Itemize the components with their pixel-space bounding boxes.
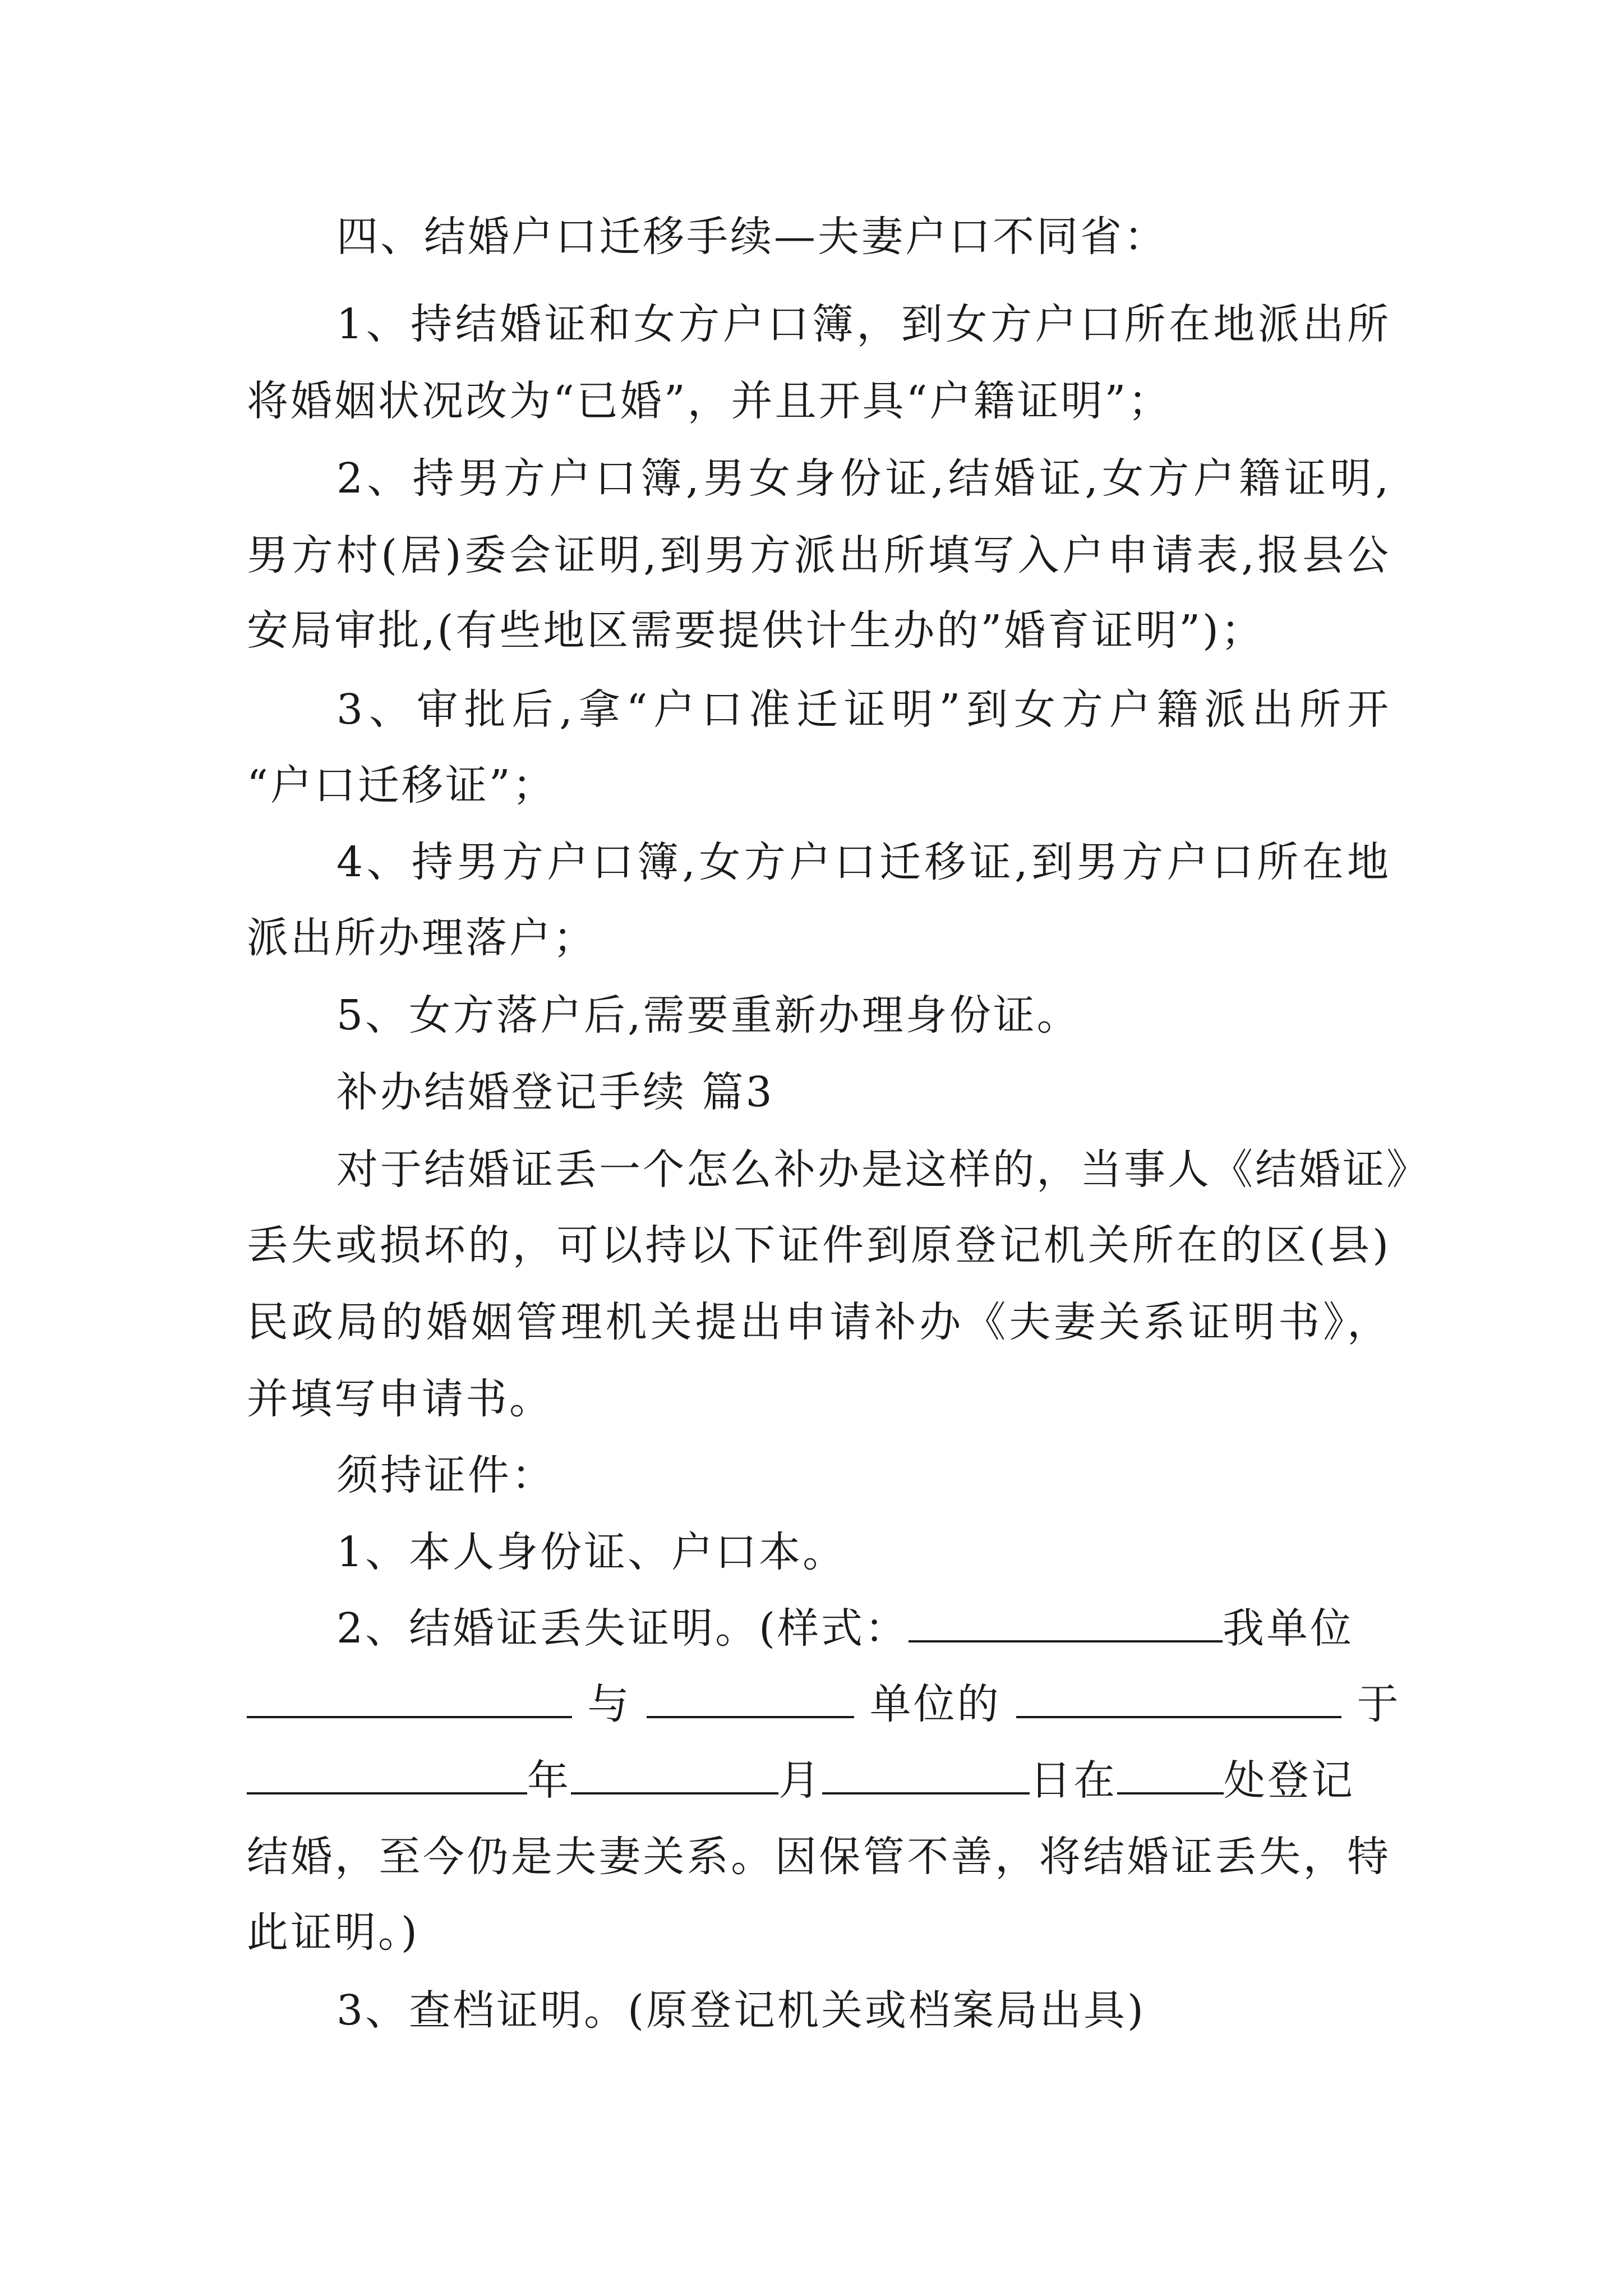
form-line [336, 1600, 1391, 1657]
paragraph-line: “户口迁移证”； [247, 761, 556, 809]
form-text: 单位的 [869, 1680, 1001, 1728]
paragraph-line: 丢失或损坏的，可以持以下证件到原登记机关所在的区(县) [247, 1221, 1391, 1269]
paragraph-line: 民政局的婚姻管理机关提出申请补办《夫妻关系证明书》， [247, 1298, 1391, 1346]
form-text: 年 [527, 1756, 571, 1805]
paragraph-line: 1、持结婚证和女方户口簿，到女方户口所在地派出所 [336, 300, 1391, 348]
paragraph-line: 派出所办理落户； [247, 914, 597, 962]
paragraph-line: 3、审批后,拿“户口准迁证明”到女方户籍派出所开 [336, 685, 1391, 734]
fill-blank [1117, 1753, 1224, 1795]
paragraph-line: 此证明。) [247, 1908, 419, 1957]
form-text: 月 [778, 1756, 822, 1805]
paragraph-line: 结婚，至今仍是夫妻关系。因保管不善，将结婚证丢失，特 [247, 1833, 1391, 1881]
form-text: 处登记 [1224, 1756, 1355, 1805]
fill-blank [247, 1753, 527, 1795]
fill-blank [822, 1753, 1030, 1795]
fill-blank [1016, 1677, 1341, 1718]
fill-blank [647, 1677, 854, 1718]
form-text: 日在 [1030, 1756, 1117, 1805]
form-line [247, 1676, 1401, 1732]
section-heading: 四、结婚户口迁移手续—夫妻户口不同省： [336, 213, 1168, 261]
paragraph-line: 5、女方落户后,需要重新办理身份证。 [336, 991, 1081, 1039]
section-heading: 补办结婚登记手续 篇3 [336, 1068, 774, 1116]
fill-blank [571, 1753, 778, 1795]
paragraph-line: 4、持男方户口簿,女方户口迁移证,到男方户口所在地 [336, 838, 1391, 886]
paragraph-line: 2、持男方户口簿,男女身份证,结婚证,女方户籍证明, [336, 454, 1391, 503]
form-text: 2、结婚证丢失证明。(样式： [336, 1604, 909, 1653]
section-heading: 须持证件： [336, 1451, 555, 1499]
paragraph-line: 3、查档证明。(原登记机关或档案局出具) [336, 1986, 1146, 2035]
paragraph-line: 并填写申请书。 [247, 1375, 553, 1423]
paragraph-line: 1、本人身份证、户口本。 [336, 1528, 847, 1576]
paragraph-line: 将婚姻状况改为“已婚”，并且开具“户籍证明”； [247, 377, 1172, 425]
paragraph-line: 安局审批,(有些地区需要提供计生办的”婚育证明”)； [247, 606, 1265, 655]
fill-blank [909, 1601, 1223, 1642]
form-line [247, 1752, 1391, 1809]
paragraph-line: 对于结婚证丢一个怎么补办是这样的，当事人《结婚证》 [336, 1145, 1430, 1194]
fill-blank [247, 1677, 572, 1718]
form-text: 与 [587, 1680, 631, 1728]
form-text: 我单位 [1222, 1604, 1354, 1653]
paragraph-line: 男方村(居)委会证明,到男方派出所填写入户申请表,报县公 [247, 531, 1391, 579]
form-text: 于 [1357, 1680, 1401, 1728]
